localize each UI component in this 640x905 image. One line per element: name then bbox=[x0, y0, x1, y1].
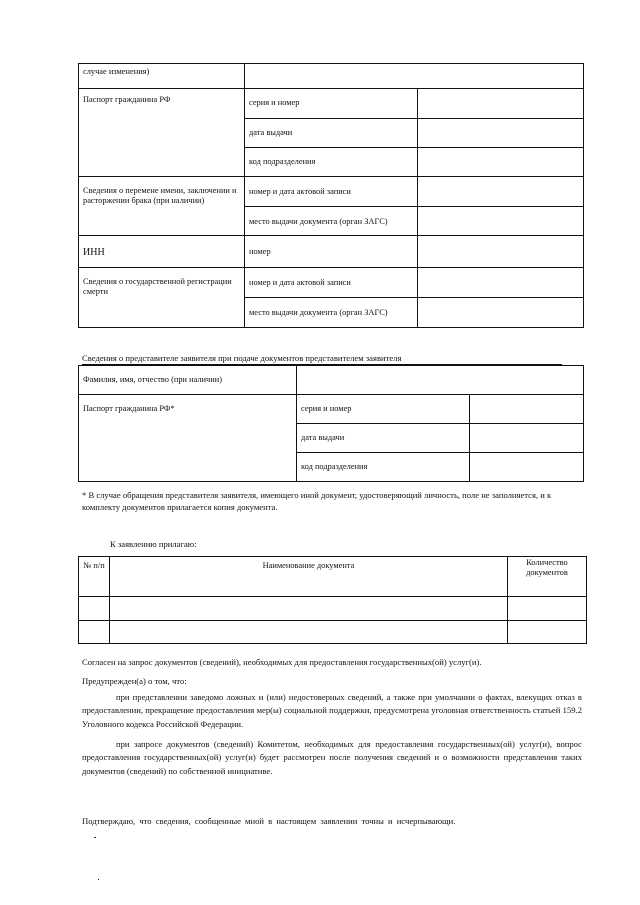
applicant-documents-table bbox=[78, 63, 584, 328]
name-change-label: Сведения о перемене имени, заключении и расторжении брака (при наличии) bbox=[83, 186, 237, 206]
col-name-header bbox=[110, 557, 508, 597]
passport-division-code-field[interactable] bbox=[418, 148, 584, 177]
col-number-header bbox=[79, 557, 110, 597]
rep-fio-label: Фамилия, имя, отчество (при наличии) bbox=[83, 375, 223, 384]
inn-label-cell bbox=[79, 236, 245, 268]
death-label-cell bbox=[79, 268, 245, 328]
rep-passport-division-code-field[interactable] bbox=[470, 453, 584, 482]
col-count-header bbox=[508, 557, 587, 597]
table-row bbox=[79, 597, 587, 621]
attachments-table bbox=[78, 556, 587, 644]
row-prev-name-label: случае изменения) bbox=[83, 67, 150, 76]
request-paragraph: при запросе документов (сведений) Комитетом, необходимых для предоставления государственных(ой) услуг(и), вопрос предоставления государственных(ой) услуг(и) будет рассмотрен после получения сведений и о возможности представления таких документов (сведений) по собственной инициативе. bbox=[82, 739, 582, 776]
table-row bbox=[79, 621, 587, 644]
attachments-intro: К заявлению прилагаю: bbox=[110, 539, 197, 549]
attachment-1-number-field[interactable] bbox=[79, 597, 110, 621]
confirmation-statement: Подтверждаю, что сведения, сообщенные мной в настоящем заявлении точны и исчерпывающи. bbox=[82, 816, 456, 826]
rep-passport-label: Паспорт гражданина РФ* bbox=[83, 404, 175, 413]
rep-passport-issue-date-label: дата выдачи bbox=[301, 433, 345, 442]
death-registry-label: место выдачи документа (орган ЗАГС) bbox=[249, 308, 388, 317]
name-change-label-cell bbox=[79, 177, 245, 236]
inn-number-field[interactable] bbox=[418, 236, 584, 268]
name-change-record-label: номер и дата актовой записи bbox=[249, 187, 351, 196]
inn-label: ИНН bbox=[83, 247, 105, 258]
col-number-label: № п/п bbox=[83, 561, 105, 570]
attachment-2-name-field[interactable] bbox=[110, 621, 508, 644]
representative-table bbox=[78, 365, 584, 482]
passport-series-label: серия и номер bbox=[249, 98, 300, 107]
attachment-2-number-field[interactable] bbox=[79, 621, 110, 644]
rep-passport-series-field[interactable] bbox=[470, 395, 584, 424]
rep-passport-issue-date-field[interactable] bbox=[470, 424, 584, 453]
passport-issue-date-label: дата выдачи bbox=[249, 128, 293, 137]
attachment-2-count-field[interactable] bbox=[508, 621, 587, 644]
passport-issue-date-field[interactable] bbox=[418, 119, 584, 148]
consent-statement: Согласен на запрос документов (сведений), необходимых для предоставления государственных(ой) услуг(и). bbox=[82, 657, 482, 667]
col-name-label: Наименование документа bbox=[262, 561, 355, 570]
rep-fio-label-cell bbox=[79, 366, 297, 395]
passport-label-cell bbox=[79, 89, 245, 177]
passport-division-code-label: код подразделения bbox=[249, 157, 316, 166]
name-change-registry-field[interactable] bbox=[418, 207, 584, 236]
prev-name-value-field[interactable] bbox=[245, 64, 584, 89]
inn-number-label: номер bbox=[249, 247, 271, 256]
liability-paragraph: при представлении заведомо ложных и (или) недостоверных сведений, а также при умолчании о фактах, влекущих отказ в предоставлении, прекращение предоставления мер(ы) социальной поддержки, предусмотрена уголовная ответственность статьей 159.2 Уголовного кодекса Российской Федерации. bbox=[82, 692, 582, 729]
representative-heading: Сведения о представителе заявителя при подаче документов представителем заявителя bbox=[82, 353, 562, 365]
rep-fio-field[interactable] bbox=[297, 366, 584, 395]
rep-passport-series-label: серия и номер bbox=[301, 404, 352, 413]
scan-speck bbox=[98, 879, 99, 880]
warned-statement: Предупрежден(а) о том, что: bbox=[82, 676, 187, 686]
attachment-1-count-field[interactable] bbox=[508, 597, 587, 621]
scan-speck bbox=[94, 837, 96, 838]
representative-footnote: * В случае обращения представителя заявителя, имеющего иной документ, удостоверяющий личность, поле не заполняется, и к комплекту документов прилагается копия документа. bbox=[82, 490, 552, 513]
death-record-label: номер и дата актовой записи bbox=[249, 278, 351, 287]
col-count-label: Количество документов bbox=[526, 558, 568, 578]
attachment-1-name-field[interactable] bbox=[110, 597, 508, 621]
death-registration-label: Сведения о государственной регистрации смерти bbox=[83, 277, 232, 297]
name-change-record-field[interactable] bbox=[418, 177, 584, 207]
passport-series-field[interactable] bbox=[418, 89, 584, 119]
death-registry-field[interactable] bbox=[418, 298, 584, 328]
row-prev-name bbox=[79, 64, 245, 89]
rep-passport-division-code-label: код подразделения bbox=[301, 462, 368, 471]
name-change-registry-label: место выдачи документа (орган ЗАГС) bbox=[249, 217, 388, 226]
death-record-field[interactable] bbox=[418, 268, 584, 298]
passport-label: Паспорт гражданина РФ bbox=[83, 95, 171, 104]
rep-passport-label-cell bbox=[79, 395, 297, 482]
